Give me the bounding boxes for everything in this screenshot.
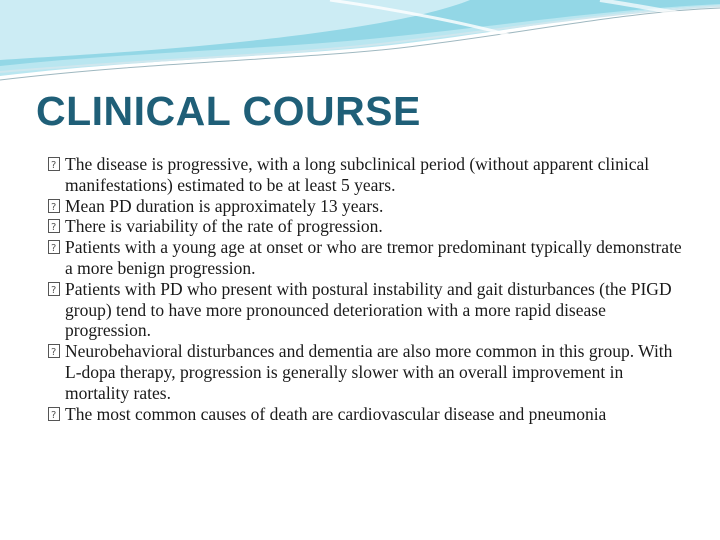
bullet-item: [48, 237, 688, 279]
missing-glyph-box-icon: [48, 407, 60, 421]
bullet-text: Patients with a young age at onset or who are tremor predominant typically demonstrate a more benign progression.: [65, 237, 682, 278]
bullet-text: There is variability of the rate of progression.: [65, 216, 383, 237]
missing-glyph-box-icon: [48, 240, 60, 254]
bullet-item: [48, 216, 688, 237]
bullet-text: The disease is progressive, with a long subclinical period (without apparent clinical manifestations) estimated to be at least 5 years.: [65, 154, 650, 195]
missing-glyph-box-icon: [48, 199, 60, 213]
missing-glyph-box-icon: [48, 282, 60, 296]
missing-glyph-box-icon: [48, 344, 60, 358]
bullet-item: [48, 279, 688, 341]
bullet-text: The most common causes of death are cardiovascular disease and pneumonia: [65, 403, 607, 424]
bullet-item: [48, 404, 688, 425]
bullet-text: Neurobehavioral disturbances and dementia are also more common in this group. With L-dopa therapy, progression is generally slower with an overall improvement in mortality rates.: [65, 341, 673, 403]
bullet-item: [48, 196, 688, 217]
missing-glyph-box-icon: [48, 157, 60, 171]
bullet-item: [48, 341, 688, 403]
bullet-list: [48, 154, 688, 424]
bullet-text: Patients with PD who present with postural instability and gait disturbances (the PIGD group) tend to have more pronounced deterioration with a more rapid disease progression.: [65, 278, 672, 341]
bullet-item: [48, 154, 688, 196]
header-wave-decoration: [0, 0, 720, 90]
slide-title: CLINICAL COURSE: [36, 88, 421, 134]
bullet-text: Mean PD duration is approximately 13 years.: [65, 195, 384, 216]
missing-glyph-box-icon: [48, 219, 60, 233]
